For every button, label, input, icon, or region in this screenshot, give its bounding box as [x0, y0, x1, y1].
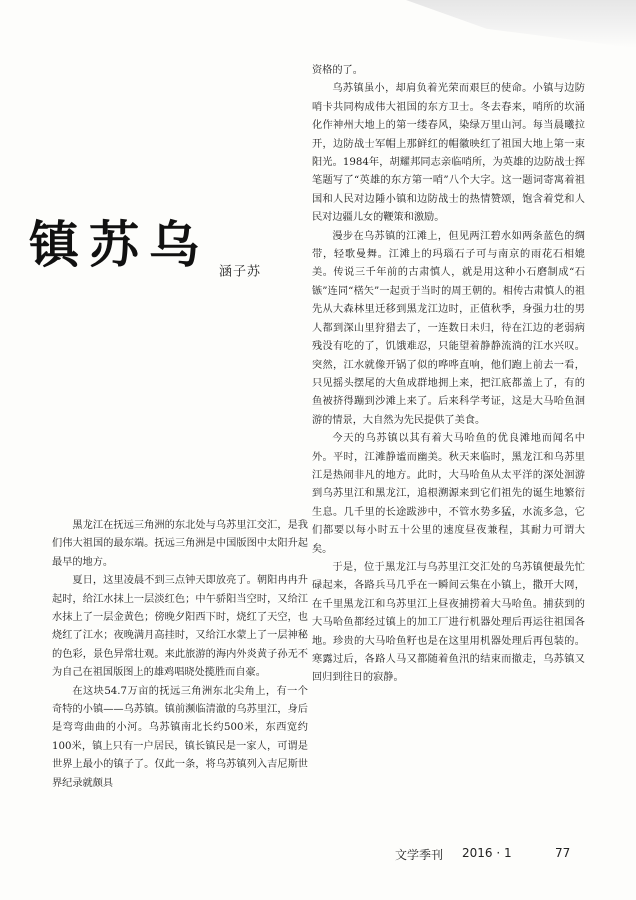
page-corner-shadow [406, 0, 636, 48]
journal-name: 文学季刊 [395, 848, 444, 862]
article-title: 乌苏镇 [21, 218, 199, 268]
issue-number: 2016 · 1 [462, 846, 512, 860]
right-text-column [312, 62, 585, 688]
paragraph: 黑龙江在抚远三角洲的东北处与乌苏里江交汇，是我们伟大祖国的最东端。抚远三角洲是中国版图中太阳升起最早的地方。 [52, 520, 308, 568]
paragraph: 夏日，这里凌晨不到三点钟天即放亮了。朝阳冉冉升起时，给江水抹上一层淡红色；中午骄阳当空时，又给江水抹上了一层金黄色；傍晚夕阳西下时，烧红了天空，也烧红了江水；夜晚满月高挂时，又给江水蒙上了一层神秘的色彩，景色异常壮观。来此旅游的海内外炎黄子孙无不为自己在祖国版图上的雄鸡唱晓处揽胜而自豪。 [52, 575, 308, 679]
article-author: 苏子涵 [216, 264, 259, 278]
paragraph: 漫步在乌苏镇的江滩上，但见两江碧水如两条蓝色的绸带，轻歌曼舞。江滩上的玛瑙石子可与南京的雨花石相媲美。传说三千年前的古肃慎人，就是用这种小石磨制成“石镞”连同“楛矢”一起贡于当时的周王朝的。相传古肃慎人的祖先从大森林里迁移到黑龙江边时，正值秋季，身强力壮的男人都到深山里狩猎去了，一连数日未归，待在江边的老弱病残没有吃的了，饥饿难忍，只能望着静静流淌的江水兴叹。突然，江水就像开锅了似的哗哗直响，他们跑上前去一看，只见摇头摆尾的大鱼成群地拥上来，把江底都盖上了，有的鱼被挤得蹦到沙滩上来了。后来科学考证，这是大马哈鱼洄游的情景，大自然为先民提供了美食。 [312, 230, 585, 426]
paragraph: 今天的乌苏镇以其有着大马哈鱼的优良滩地而闻名中外。平时，江滩静谧而幽美。秋天来临时，黑龙江和乌苏里江是热闹非凡的地方。此时，大马哈鱼从太平洋的深处洄游到乌苏里江和黑龙江，追根溯源来到它们祖先的诞生地繁衍生息。几千里的长途跋涉中，不管水势多猛，水流多急，它们都要以每小时五十公里的速度昼夜兼程，其耐力可谓大矣。 [312, 433, 585, 555]
paragraph: 乌苏镇虽小，却肩负着光荣而艰巨的使命。小镇与边防哨卡共同构成伟大祖国的东方卫士。冬去春来，哨所的坎涌化作神州大地上的第一缕春风，染绿万里山河。每当晨曦拉开，边防战士军帽上那鲜红的帽徽映红了祖国大地上第一束阳光。1984年，胡耀邦同志亲临哨所，为英雄的边防战士挥笔题写了“英雄的东方第一哨”八个大字。这一题词寄寓着祖国和人民对边陲小镇和边防战士的热情赞颂，饱含着党和人民对边疆儿女的鞭策和激励。 [312, 83, 585, 224]
page-footer [0, 846, 636, 866]
page-number: 77 [555, 846, 571, 860]
paragraph-continuation: 资格的了。 [312, 65, 363, 76]
paragraph: 于是，位于黑龙江与乌苏里江交汇处的乌苏镇便最先忙碌起来，各路兵马几乎在一瞬间云集在小镇上，撒开大网，在千里黑龙江和乌苏里江上昼夜捕捞着大马哈鱼。捕获到的大马哈鱼都经过镇上的加工厂进行机器处理后再运往祖国各地。珍贵的大马哈鱼籽也是在这里用机器处理后再包装的。寒露过后，各路人马又都随着鱼汛的结束而撤走，乌苏镇又回归到往日的寂静。 [312, 561, 585, 684]
paragraph: 在这块54.7万亩的抚远三角洲东北尖角上，有一个奇特的小镇——乌苏镇。镇前濒临清澈的乌苏里江，身后是弯弯曲曲的小河。乌苏镇南北长约500米，东西宽约100米，镇上只有一户居民，镇长镇民是一家人，可谓是世界上最小的镇子了。仅此一条，将乌苏镇列入吉尼斯世界纪录就颇具 [52, 685, 308, 789]
left-text-column [52, 517, 308, 793]
